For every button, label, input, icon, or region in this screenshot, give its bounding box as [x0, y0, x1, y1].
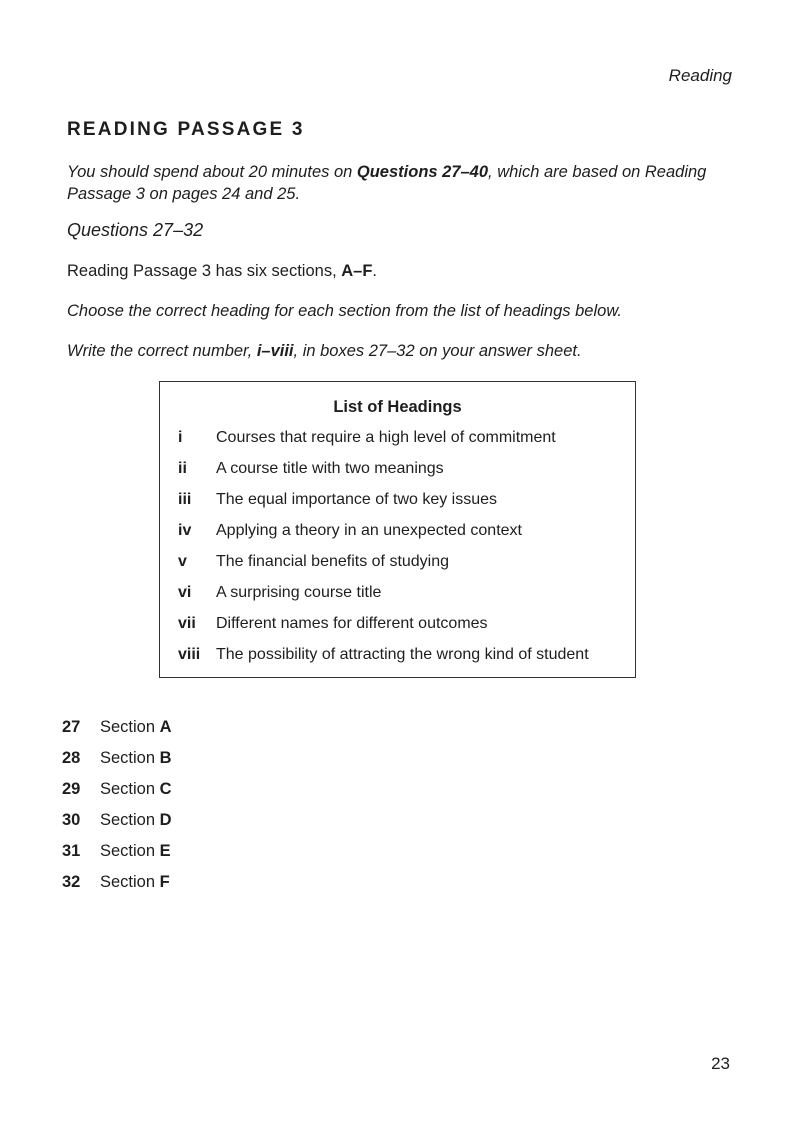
question-label: [100, 749, 172, 768]
question-number: 29: [62, 780, 81, 798]
sections-range: A–F: [341, 262, 373, 280]
intro-question-range: Questions 27–40: [356, 163, 489, 181]
heading-number: i: [178, 429, 183, 446]
section-word: Section: [100, 780, 156, 798]
section-word: Section: [100, 873, 156, 891]
choose-instruction: Choose the correct heading for each section from the list of headings below.: [67, 302, 622, 320]
heading-text: A surprising course title: [216, 584, 382, 601]
question-label: [100, 842, 171, 861]
question-label: [100, 873, 170, 892]
questions-range-title: Questions 27–32: [67, 220, 204, 240]
section-word: Section: [100, 842, 156, 860]
section-letter: E: [159, 842, 171, 860]
heading-number: ii: [178, 460, 187, 477]
sections-suffix: .: [372, 262, 378, 280]
question-label: [100, 718, 172, 737]
heading-text: The possibility of attracting the wrong kind of student: [216, 646, 589, 663]
heading-text: Courses that require a high level of commitment: [216, 429, 556, 446]
heading-text: The equal importance of two key issues: [216, 491, 498, 508]
question-number: 30: [62, 811, 81, 829]
intro-prefix: You should spend about 20 minutes on: [67, 163, 357, 181]
page-number: 23: [711, 1054, 730, 1073]
section-letter: D: [159, 811, 172, 829]
list-of-headings-title: List of Headings: [333, 398, 462, 416]
heading-text: Applying a theory in an unexpected context: [216, 522, 522, 539]
intro-instruction: [67, 161, 739, 205]
heading-number: iv: [178, 522, 192, 539]
heading-text: A course title with two meanings: [216, 460, 444, 477]
question-number: 31: [62, 842, 81, 860]
section-word: Section: [100, 749, 156, 767]
heading-text: The financial benefits of studying: [216, 553, 450, 570]
heading-number: v: [178, 553, 187, 570]
section-letter: F: [159, 873, 170, 891]
sections-statement: [67, 262, 377, 281]
heading-item: [160, 553, 635, 577]
heading-number: vi: [178, 584, 192, 601]
heading-item: [160, 522, 635, 546]
heading-item: [160, 615, 635, 639]
running-header: Reading: [668, 66, 732, 85]
list-of-headings-box: [159, 381, 636, 678]
section-letter: B: [159, 749, 172, 767]
question-number: 28: [62, 749, 81, 767]
heading-number: vii: [178, 615, 196, 632]
section-word: Section: [100, 811, 156, 829]
heading-item: [160, 584, 635, 608]
sections-prefix: Reading Passage 3 has six sections,: [67, 262, 342, 280]
write-instruction: [67, 342, 582, 361]
write-suffix: , in boxes 27–32 on your answer sheet.: [293, 342, 582, 360]
passage-title: READING PASSAGE 3: [67, 119, 305, 140]
write-range: i–viii: [256, 342, 294, 360]
section-letter: A: [159, 718, 172, 736]
heading-number: viii: [178, 646, 201, 663]
heading-item: [160, 429, 635, 453]
heading-item: [160, 460, 635, 484]
heading-number: iii: [178, 491, 192, 508]
heading-text: Different names for different outcomes: [216, 615, 488, 632]
question-label: [100, 811, 172, 830]
question-number: 27: [62, 718, 81, 736]
section-letter: C: [159, 780, 172, 798]
heading-item: [160, 491, 635, 515]
question-number: 32: [62, 873, 81, 891]
write-prefix: Write the correct number,: [67, 342, 257, 360]
heading-item: [160, 646, 635, 670]
intro-suffix: , which are based on Reading Passage 3 on pages 24 and 25.: [67, 163, 707, 203]
question-label: [100, 780, 172, 799]
section-word: Section: [100, 718, 156, 736]
